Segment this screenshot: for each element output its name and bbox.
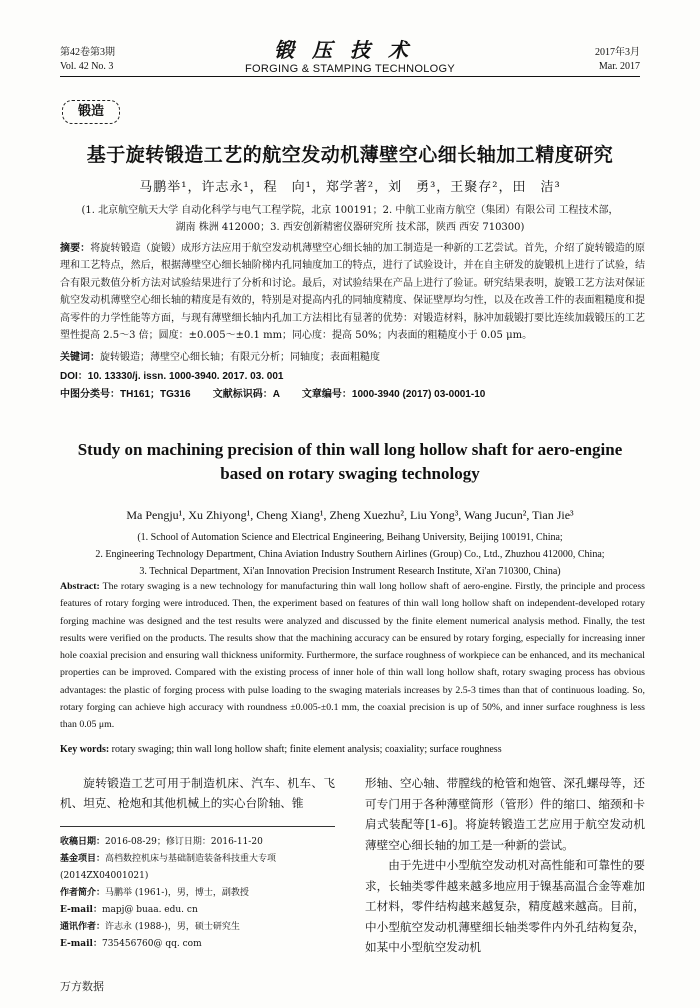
affiliation-line: 2. Engineering Technology Department, China Aviation Industry Southern Airlines (Group) Co., Ltd., Zhuzhou 412000, China; — [95, 549, 605, 560]
authors-en: Ma Pengju¹, Xu Zhiyong¹, Cheng Xiang¹, Zheng Xuezhu², Liu Yong³, Wang Jucun², Tian Jie³ — [126, 508, 574, 522]
affiliations-cn — [70, 202, 630, 236]
abstract-cn — [60, 240, 645, 344]
footnote-email: E-mail：735456760@ qq. com — [60, 939, 202, 949]
affiliation-line: (1. School of Automation Science and Electrical Engineering, Beihang University, Beijing 100191, China; — [137, 532, 563, 543]
affiliations-en — [40, 529, 660, 580]
affiliation-line: 3. Technical Department, Xi'an Innovation Precision Instrument Research Institute, Xi'an 710300, China) — [139, 566, 561, 577]
keywords-en — [60, 744, 645, 755]
watermark: 万方数据 — [60, 980, 104, 993]
footnote-funding: 基金项目：高档数控机床与基础制造装备科技重大专项(2014ZX04001021) — [60, 854, 277, 881]
authors-cn: 马鹏举¹，许志永¹，程 向¹，郑学著²，刘 勇³，王聚存²，田 洁³ — [139, 180, 561, 195]
body-left-intro: 旋转锻造工艺可用于制造机床、汽车、机车、飞机、坦克、枪炮和其他机械上的实心台阶轴、锥 — [60, 776, 335, 810]
doi: DOI：10. 13330/j. issn. 1000-3940. 2017. 03. 001 — [60, 371, 284, 382]
body-paragraph: 由于先进中小型航空发动机对高性能和可靠性的要求，长轴类零件越来越多地应用于镍基高温合金等难加工材料，零件结构越来越复杂，精度越来越高。目前，中小型航空发动机薄壁细长轴类零件内外孔结构复杂，如某中小型航空发动机 — [365, 858, 645, 954]
footnote-corresponding: 通讯作者：许志永 (1988-)，男，硕士研究生 — [60, 922, 240, 932]
abstract-en-text: The rotary swaging is a new technology for manufacturing thin wall long hollow shaft of aero-engine. Firstly, the principle and process features of rotary forging were introduced. Then, the experiment based on features of thin wall long hollow shaft on independent-developed rotary forging machine was designed and the test results were analyzed and discussed by the finite element numerical analysis method. Finally, the test results were verified on the products. The results show that the machining accuracy can be ensured by rotary forging, especially for increasing inner hole coaxial precision and ensuring wall thickness uniformity. Furthermore, the surface roughness of workpiece can be enhanced, and its mechanical properties can be improved. Compared with the existing process of inner hole of thin wall long hollow shaft, rotary swaging process has obvious advantages: the plastic of forging process with pulse loading to the swaging materials increases by 2.5-3 times than that of continuous loading. So, rotary forging can achieve high accuracy with roundness ±0.005-±0.1 mm, the coaxial precision is up of 50%, and inner surface roughness is less than 0.05 μm. — [60, 581, 645, 731]
abstract-en-label: Abstract: — [60, 581, 100, 592]
classification-info: 中图分类号：TH161；TG316 文献标识码：A 文章编号：1000-3940 (2017) 03-0001-10 — [60, 389, 486, 400]
footnote-email: E-mail：mapj@ buaa. edu. cn — [60, 905, 198, 915]
keywords-cn-text: 旋转锻造；薄壁空心细长轴；有限元分析；同轴度；表面粗糙度 — [100, 352, 380, 363]
keywords-en-text: rotary swaging; thin wall long hollow shaft; finite element analysis; coaxiality; surface roughness — [111, 744, 502, 755]
body-paragraph: 形轴、空心轴、带膛线的枪管和炮管、深孔螺母等，还可专门用于各种薄壁筒形（管形）件的缩口、缩颈和卡肩式装配等[1-6]。将旋转锻造工艺应用于航空发动机薄壁空心细长轴的加工是一种新的尝试。 — [365, 776, 645, 852]
header-date — [595, 46, 640, 74]
keywords-en-label: Key words: — [60, 744, 110, 755]
footnote-received: 收稿日期：2016-08-29；修订日期：2016-11-20 — [60, 837, 263, 847]
footnote-author: 作者简介：马鹏举 (1961-)，男，博士，副教授 — [60, 888, 249, 898]
date-en: Mar. 2017 — [598, 61, 640, 72]
abstract-cn-label: 摘要： — [60, 243, 91, 254]
affiliation-line: (1. 北京航空航天大学 自动化科学与电气工程学院，北京 100191；2. 中航工业南方航空（集团）有限公司 工程技术部， — [81, 205, 619, 216]
abstract-cn-text: 将旋转锻造（旋锻）成形方法应用于航空发动机薄壁空心细长轴的加工制造是一种新的工艺尝试。首先，介绍了旋转锻造的原理和工艺特点，然后，根据薄壁空心细长轴阶梯内孔同轴度加工的特点，进行了试验设计，并在自主研发的旋锻机上进行了试验，结合有限元数值分析方法对试验结果进行了分析和讨论。最后，对试验结果在产品上进行了验证。研究结果表明，旋锻工艺方法对保证航空发动机薄壁空心细长轴的精度是有效的，特别是对提高内孔的同轴度精度、保证壁厚均匀性，以及在改善工件的表面粗糙度和提高零件的力学性能等方面，与现有薄壁细长轴内孔加工方法相比有显著的优势：对锻造材料，脉冲加载锻打要比连续加载锻压的工艺塑性提高 2.5～3 倍；圆度：±0.005～±0.1 mm；同心度：提高 50%；内表面的粗糙度小于 0.05 μm。 — [60, 243, 646, 342]
title-cn: 基于旋转锻造工艺的航空发动机薄壁空心细长轴加工精度研究 — [86, 144, 614, 166]
volume-en: Vol. 42 No. 3 — [60, 61, 114, 72]
abstract-en — [60, 578, 645, 734]
body-right-column — [365, 773, 645, 958]
section-tag: 锻造 — [62, 100, 120, 124]
date-cn: 2017年3月 — [595, 47, 640, 58]
footnote-rule — [60, 826, 335, 827]
footnotes — [60, 834, 335, 953]
journal-name-en: FORGING & STAMPING TECHNOLOGY — [245, 63, 455, 75]
affiliation-line: 湖南 株洲 412000；3. 西安创新精密仪器研究所 技术部，陕西 西安 710300) — [175, 222, 525, 233]
header-rule — [60, 76, 640, 77]
keywords-cn — [60, 349, 645, 366]
journal-name-cn: 锻压技术 — [274, 38, 426, 62]
title-en: Study on machining precision of thin wall long hollow shaft for aero-engine based on rotary swaging technology — [77, 440, 623, 483]
volume-cn: 第42卷第3期 — [60, 47, 115, 58]
keywords-cn-label: 关键词： — [60, 352, 100, 363]
